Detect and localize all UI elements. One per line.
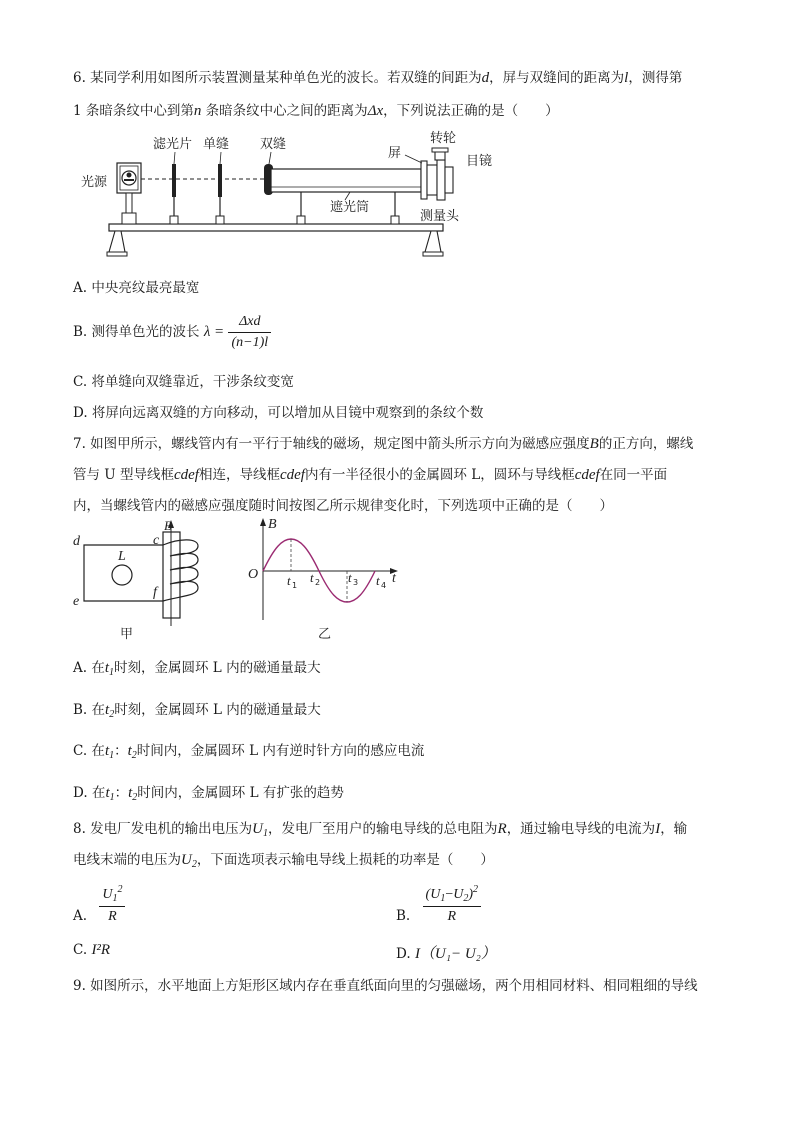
option-text: 时间内，金属圆环 L 内有逆时针方向的感应电流	[136, 743, 425, 759]
option-c-value: I²R	[91, 942, 111, 958]
q6-stem-text: ，下列说法正确的是（ ）	[383, 103, 559, 119]
tick-t1-sub: 1	[292, 581, 298, 590]
label-wheel: 转轮	[430, 131, 457, 146]
var-U: U	[102, 887, 113, 902]
superscript: 2	[117, 884, 123, 895]
subscript: 1	[109, 792, 115, 803]
screen-plate	[421, 161, 427, 199]
bench-rail	[109, 224, 443, 231]
tick-t4: t	[376, 573, 380, 588]
q8-option-d	[396, 942, 496, 963]
subscript: 1	[109, 667, 115, 678]
q8-option-c	[73, 942, 110, 959]
bench-leg-left	[109, 231, 125, 252]
q8-stem-text: ，输	[660, 821, 688, 837]
var-t: t	[105, 702, 110, 718]
option-label: D.	[396, 946, 411, 962]
measuring-head	[427, 165, 437, 195]
fraction-numerator	[99, 884, 125, 907]
var-n: n	[193, 103, 202, 119]
fraction-denominator: R	[447, 909, 457, 924]
q8-option-a	[73, 884, 125, 925]
fraction-denominator: (n−1)l	[231, 335, 269, 350]
var-dx: Δx	[367, 103, 384, 119]
var-R: R	[497, 821, 507, 837]
label-B-arrow: B	[164, 518, 172, 533]
q7-stem-text: 的正方向，螺线	[598, 436, 694, 452]
q7-stem-text: 相连，导线框	[198, 467, 280, 483]
var-t: t	[105, 785, 110, 801]
subscript: 2	[131, 750, 137, 761]
subscript: 1	[112, 893, 118, 904]
var-cdef: cdef	[173, 467, 199, 483]
single-slit-plate	[218, 164, 222, 197]
q8-stem-text: 8. 发电厂发电机的输出电压为	[73, 821, 253, 837]
fraction-denominator: R	[108, 909, 117, 924]
q7-option-c	[73, 739, 424, 761]
var-B: B	[589, 436, 599, 452]
q8-stem-text: 电线末端的电压为	[73, 852, 181, 868]
q7-stem-text: 在同一平面	[599, 467, 668, 483]
option-text: 时刻，金属圆环 L 内的磁通量最大	[114, 702, 321, 718]
label-e: e	[73, 594, 80, 609]
q7-stem-line3: 内，当螺线管内的磁感应强度随时间按图乙所示规律变化时，下列选项中正确的是（ ）	[73, 498, 613, 514]
option-text: 时刻，金属圆环 L 内的磁通量最大	[114, 660, 321, 676]
label-light-source: 光源	[81, 175, 108, 190]
label-B-axis: B	[268, 518, 277, 532]
q7-stem-text: 7. 如图甲所示，螺线管内有一平行于轴线的磁场，规定图中箭头所示方向为磁感应强度	[73, 436, 590, 452]
var-t: t	[104, 743, 110, 759]
minus-sign: −	[445, 887, 454, 902]
superscript: 2	[473, 884, 479, 895]
tick-t4-sub: 4	[381, 581, 387, 590]
q6-stem-line1	[73, 66, 682, 87]
q6-option-c: C. 将单缝向双缝靠近，干涉条纹变宽	[73, 374, 294, 390]
label-d: d	[73, 534, 80, 549]
option-text: D. 在	[73, 785, 106, 801]
q8-stem-text: ，下面选项表示输电导线上损耗的功率是（ ）	[196, 852, 494, 868]
var-I: I	[655, 821, 661, 837]
q8-stem-line1	[73, 817, 687, 839]
var-t: t	[128, 785, 133, 801]
caption-jia: 甲	[120, 627, 134, 642]
var-t: t	[127, 743, 132, 759]
label-single-slit: 单缝	[203, 137, 230, 152]
var-cdef: cdef	[574, 467, 600, 483]
q8-stem-line2	[73, 848, 494, 870]
q7-option-a	[73, 656, 321, 678]
option-text: B. 在	[73, 702, 106, 718]
option-b-fraction	[423, 884, 482, 925]
label-double-slit: 双缝	[260, 137, 287, 152]
caption-yi: 乙	[318, 627, 332, 642]
var-U: U	[430, 887, 441, 902]
light-shield-tube	[271, 169, 421, 192]
option-a-fraction	[99, 884, 125, 925]
var-U: U	[453, 887, 464, 902]
tick-t2: t	[310, 570, 314, 585]
option-text: A. 在	[73, 660, 105, 676]
label-filter: 滤光片	[153, 137, 193, 152]
subscript: 1	[263, 828, 269, 839]
label-tube: 遮光筒	[330, 200, 370, 215]
subscript: 2	[463, 893, 469, 904]
q6-stem-text: 1 条暗条纹中心到第	[73, 103, 194, 119]
option-d-value: I（U₁− U₂）	[414, 946, 496, 962]
separator: ：	[114, 743, 128, 759]
var-U: U	[252, 821, 264, 837]
var-l: l	[624, 70, 629, 86]
q6-option-d: D. 将屏向远离双缝的方向移动，可以增加从目镜中观察到的条纹个数	[73, 405, 484, 421]
q7-option-b	[73, 698, 321, 720]
separator: ：	[114, 785, 129, 801]
q6-stem-line2	[73, 99, 559, 120]
var-cdef: cdef	[279, 467, 305, 483]
q9-stem-line1: 9. 如图所示，水平地面上方矩形区域内存在垂直纸面向里的匀强磁场，两个用相同材料、相同粗细的导线	[73, 978, 698, 994]
q6-stem-text: ，屏与双缝间的距离为	[489, 70, 625, 86]
q6-stem-text: 条暗条纹中心之间的距离为	[201, 103, 368, 119]
label-f: f	[153, 585, 157, 600]
var-U: U	[181, 852, 192, 868]
option-label: B.	[396, 908, 411, 924]
option-text: 时间内，金属圆环 L 有扩张的趋势	[137, 785, 344, 801]
q6-option-a: A. 中央亮纹最亮最宽	[73, 280, 200, 296]
q6-stem-text: 6. 某同学利用如图所示装置测量某种单色光的波长。若双缝的间距为	[73, 70, 482, 86]
q6-apparatus-figure	[75, 124, 455, 262]
q8-option-b	[396, 884, 481, 925]
subscript: 1	[440, 893, 446, 904]
subscript: 2	[109, 709, 115, 720]
wavelength-fraction	[228, 314, 271, 351]
q7-stem-line1	[73, 432, 693, 453]
option-label: A.	[73, 908, 88, 924]
tick-t2-sub: 2	[315, 578, 321, 587]
fraction-numerator: Δxd	[228, 314, 271, 333]
q6-stem-text: ，测得第	[628, 70, 683, 86]
q7-stem-text: 内有一半径很小的金属圆环 L，圆环与导线框	[304, 467, 575, 483]
option-b-text: B. 测得单色光的波长	[73, 324, 200, 340]
option-label: C.	[73, 942, 88, 958]
q7-stem-text: 管与 U 型导线框	[73, 467, 174, 483]
var-t: t	[104, 660, 110, 676]
tick-t1: t	[287, 573, 291, 588]
label-head: 测量头	[420, 209, 460, 224]
metal-ring-L	[112, 565, 132, 585]
subscript: 2	[191, 859, 197, 870]
tick-t3-sub: 3	[353, 578, 359, 587]
tick-t3: t	[348, 570, 352, 585]
label-eyepiece: 目镜	[466, 154, 493, 169]
label-origin: O	[248, 567, 259, 582]
fraction-numerator: $(U_1-U_2)^2$	[423, 884, 482, 907]
q8-stem-text: ，发电厂至用户的输电导线的总电阻为	[268, 821, 498, 837]
label-t-axis: t	[392, 571, 396, 586]
q7-stem-line2	[73, 463, 667, 484]
subscript: 1	[109, 750, 115, 761]
label-screen: 屏	[388, 146, 402, 161]
var-d: d	[481, 70, 490, 86]
label-L: L	[118, 549, 126, 564]
subscript: 2	[132, 792, 138, 803]
q6-option-b	[73, 314, 271, 351]
option-text: C. 在	[73, 743, 105, 759]
bench-leg-right	[425, 231, 441, 252]
lambda-symbol: λ =	[203, 324, 225, 340]
q7-figure-jia	[70, 518, 220, 646]
label-c: c	[153, 533, 160, 548]
q7-option-d	[73, 781, 344, 803]
q8-stem-text: ，通过输电导线的电流为	[506, 821, 656, 837]
filter-plate	[172, 164, 176, 197]
q7-figure-yi	[244, 518, 404, 646]
